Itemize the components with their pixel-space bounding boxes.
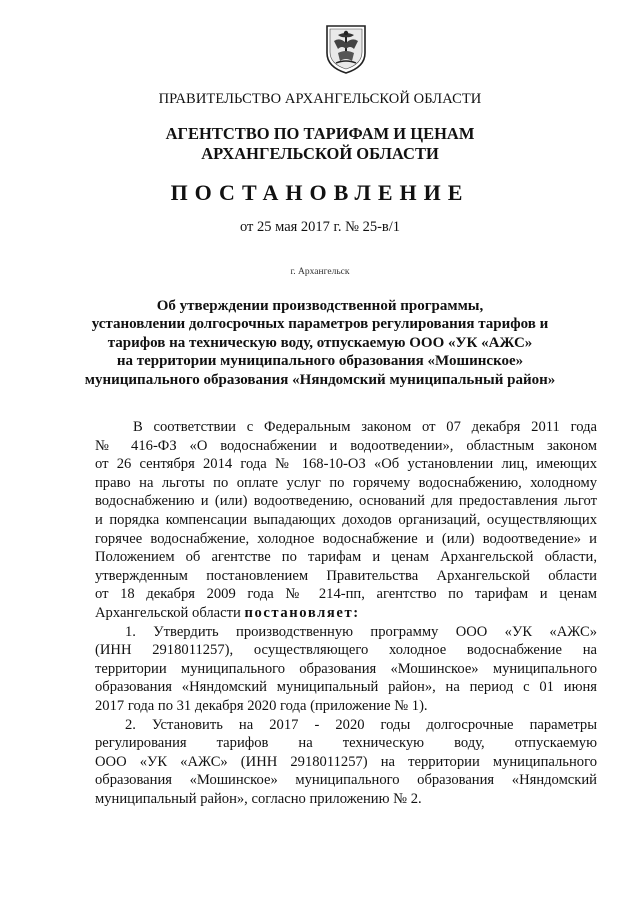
body-text-segment: Архангельской области — [95, 604, 245, 621]
body-line: В соответствии с Федеральным законом от 07 декабря 2011 года — [133, 419, 597, 435]
body-line: регулирования тарифов на техническую воду, отпускаемую — [95, 735, 597, 752]
body-line: № 416-ФЗ «О водоснабжении и водоотведении», областным законом — [95, 437, 597, 454]
subject-line: тарифов на техническую воду, отпускаемую ООО «УК «АЖС» — [107, 334, 533, 351]
body-line: территории муниципального образования «Мошинское» муниципального — [95, 660, 597, 677]
body-line: от 18 декабря 2009 года № 214-пп, агентство по тарифам и ценам — [95, 586, 597, 603]
body-line — [95, 604, 597, 623]
document-type: ПОСТАНОВЛЕНИЕ — [170, 180, 470, 205]
agency-line-2: АРХАНГЕЛЬСКОЙ ОБЛАСТИ — [201, 144, 439, 163]
body-line: водоснабжению и (или) водоотведению, оснований для предоставления льгот — [95, 493, 597, 510]
agency-name — [0, 124, 640, 164]
body-line: образования «Мошинское» муниципального образования «Няндомский — [95, 772, 597, 789]
body-line: и порядка компенсации выпадающих доходов организаций, осуществляющих — [95, 511, 597, 528]
body-line: образования «Няндомский муниципальный район», на период с 01 июня — [95, 679, 597, 696]
body-line: Положением об агентстве по тарифам и ценам Архангельской области, — [95, 549, 597, 566]
body-line: (ИНН 2918011257), осуществляющего холодное водоснабжение на — [95, 642, 597, 659]
city-name: г. Архангельск — [290, 267, 350, 277]
resolution-word: постановляет: — [244, 604, 360, 621]
body-line: муниципальный район», согласно приложению № 2. — [95, 790, 422, 807]
body-line: от 26 сентября 2014 года № 168-10-ОЗ «Об установлении лиц, имеющих — [95, 456, 597, 473]
subject-line: Об утверждении производственной программы, — [156, 298, 484, 314]
body-line: 2. Установить на 2017 - 2020 годы долгосрочные параметры — [125, 716, 597, 733]
body-line: утвержденным постановлением Правительства Архангельской области — [95, 567, 597, 584]
document-subject — [0, 297, 640, 389]
coat-of-arms-icon — [324, 23, 368, 75]
body-line: ООО «УК «АЖС» (ИНН 2918011257) на территории муниципального — [95, 753, 597, 770]
body-line: 2017 года по 31 декабря 2020 года (приложение № 1). — [95, 697, 428, 714]
agency-line-1: АГЕНТСТВО ПО ТАРИФАМ И ЦЕНАМ — [165, 124, 475, 143]
subject-line: установлении долгосрочных параметров регулирования тарифов и — [91, 316, 549, 333]
body-line: горячее водоснабжение, холодное водоснабжение и (или) водоотведение» и — [95, 530, 597, 547]
document-body — [95, 418, 597, 808]
date-and-number: от 25 мая 2017 г. № 25-в/1 — [239, 219, 401, 235]
government-name: ПРАВИТЕЛЬСТВО АРХАНГЕЛЬСКОЙ ОБЛАСТИ — [158, 91, 482, 107]
subject-line: муниципального образования «Няндомский муниципальный район» — [84, 371, 556, 388]
body-line: право на льготы по оплате услуг по горячему водоснабжению, холодному — [95, 474, 597, 491]
subject-line: на территории муниципального образования «Мошинское» — [116, 353, 524, 370]
body-line: 1. Утвердить производственную программу ООО «УК «АЖС» — [125, 623, 597, 640]
